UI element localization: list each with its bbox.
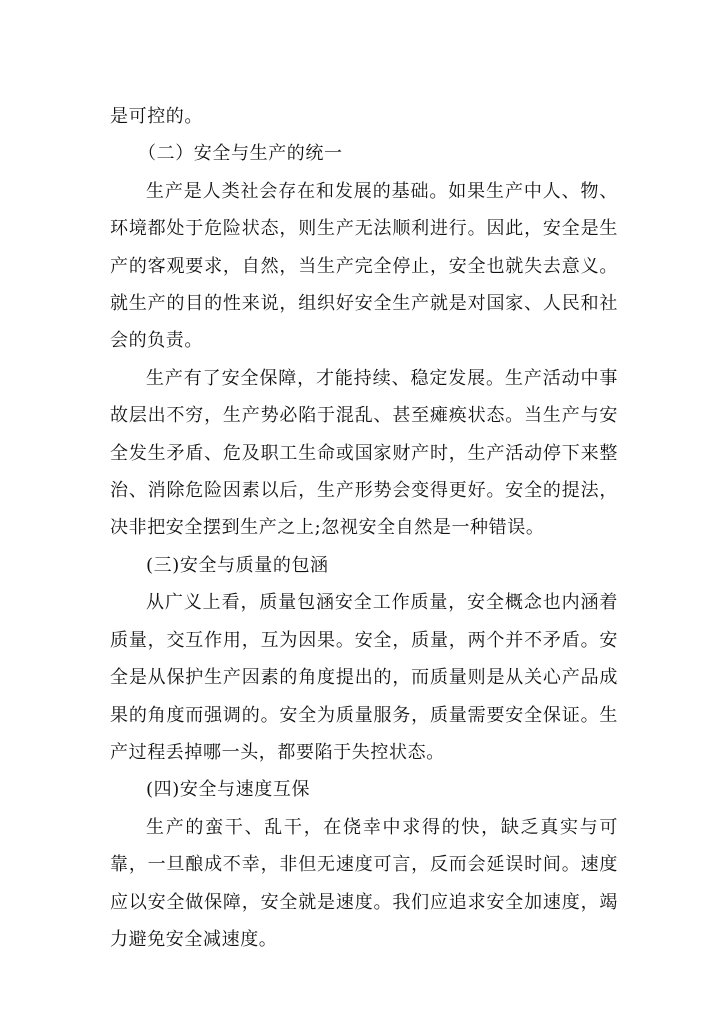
paragraph-safety-speed: 生产的蛮干、乱干，在侥幸中求得的快，缺乏真实与可靠，一旦酿成不幸，非但无速度可言，反而会延误时间。速度应以安全做保障，安全就是速度。我们应追求安全加速度，竭力避免安全减速度。 <box>110 816 618 950</box>
paragraph-safety-guarantee: 生产有了安全保障，才能持续、稳定发展。生产活动中事故层出不穷，生产势必陷于混乱、甚至瘫痪状态。当生产与安全发生矛盾、危及职工生命或国家财产时，生产活动停下来整治、消除危险因素以后，生产形势会变得更好。安全的提法，决非把安全摆到生产之上;忽视安全自然是一种错误。 <box>110 367 618 539</box>
document-body <box>110 98 618 958</box>
section-heading-4: (四)安全与速度互保 <box>146 779 311 801</box>
paragraph-continuation: 是可控的。 <box>110 106 203 127</box>
section-heading-2: （二）安全与生产的统一 <box>138 143 343 165</box>
paragraph-production-basis: 生产是人类社会存在和发展的基础。如果生产中人、物、环境都处于危险状态，则生产无法顺利进行。因此，安全是生产的客观要求，自然，当生产完全停止，安全也就失去意义。就生产的目的性来说，组织好安全生产就是对国家、人民和社会的负责。 <box>110 180 618 352</box>
paragraph-safety-quality: 从广义上看，质量包涵安全工作质量，安全概念也内涵着质量，交互作用，互为因果。安全，质量，两个并不矛盾。安全是从保护生产因素的角度提出的，而质量则是从关心产品成果的角度而强调的。安全为质量服务，质量需要安全保证。生产过程丢掉哪一头，都要陷于失控状态。 <box>110 592 618 763</box>
section-heading-3: (三)安全与质量的包涵 <box>146 554 329 576</box>
